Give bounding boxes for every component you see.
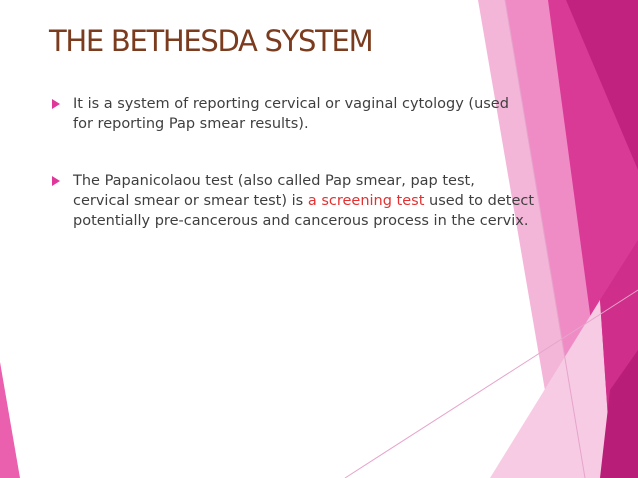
bullet-2-line-2-start: cervical smear or smear test) is [73, 193, 308, 209]
bullet-2-line-1: The Papanicolaou test (also called Pap smear, pap test, [73, 173, 475, 189]
bullet-2-line-2 [73, 192, 534, 211]
deco-left-triangle [0, 362, 20, 478]
bullet-2-line-3: potentially pre-cancerous and cancerous process in the cervix. [73, 213, 529, 229]
bullet-arrow-icon [52, 99, 60, 109]
slide-title: THE BETHESDA SYSTEM [49, 24, 373, 58]
bullet-1-line-2: for reporting Pap smear results). [73, 116, 309, 132]
bullet-1-line-1: It is a system of reporting cervical or vaginal cytology (used [73, 96, 509, 112]
bullet-arrow-icon [52, 176, 60, 186]
highlighted-phrase: a screening test [307, 193, 425, 209]
bullet-2-line-2-end: used to detect [424, 193, 535, 209]
